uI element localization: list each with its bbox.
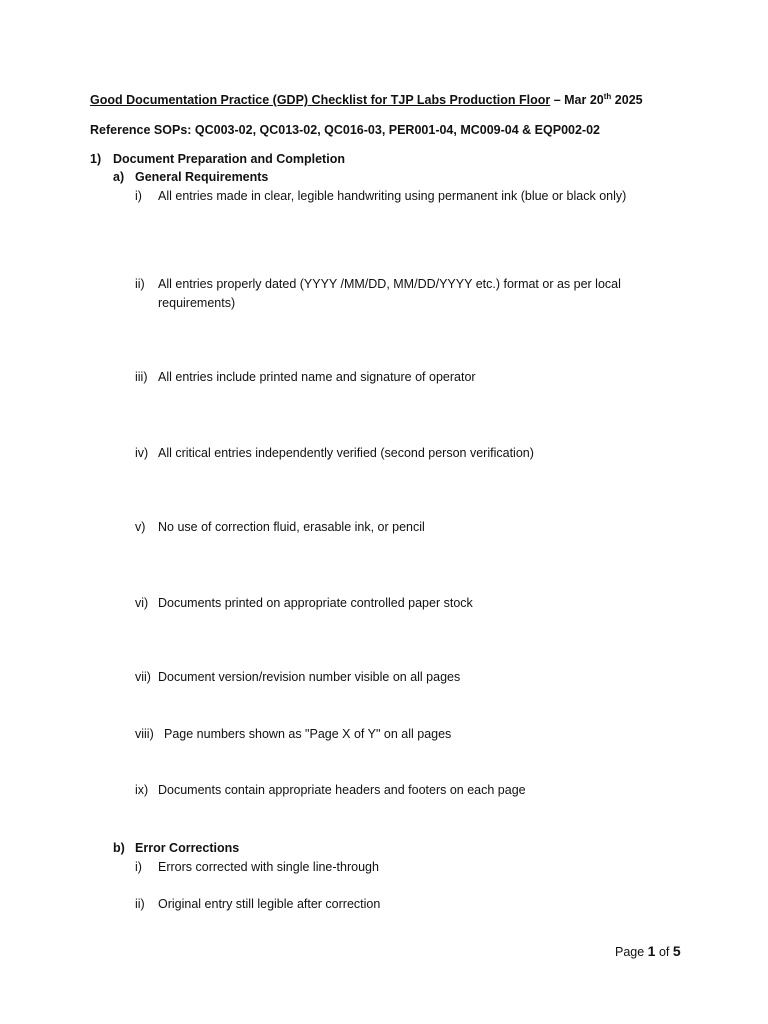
item-text: All entries properly dated (YYYY /MM/DD, MM/DD/YYYY etc.) format or as per local <box>158 277 621 291</box>
item-text: Documents contain appropriate headers and footers on each page <box>158 783 526 797</box>
item-marker: vi) <box>135 596 149 610</box>
page-current: 1 <box>647 943 656 959</box>
item-text-continued: requirements) <box>158 296 236 310</box>
page-total: 5 <box>672 943 681 959</box>
item-marker: iv) <box>135 446 149 460</box>
item-text: No use of correction fluid, erasable ink, or pencil <box>158 520 425 534</box>
item-text: All entries include printed name and signature of operator <box>158 370 476 384</box>
page-of-label: of <box>655 945 673 959</box>
title-date-suffix: th <box>603 91 612 101</box>
reference-sops: Reference SOPs: QC003-02, QC013-02, QC016-03, PER001-04, MC009-04 & EQP002-02 <box>90 123 600 137</box>
section-1-title: Document Preparation and Completion <box>113 152 345 166</box>
subsection-b-title: Error Corrections <box>135 841 240 855</box>
page-number <box>615 943 681 959</box>
item-marker: vii) <box>135 670 151 684</box>
item-marker: viii) <box>135 727 154 741</box>
item-marker: ix) <box>135 783 149 797</box>
title-underlined: Good Documentation Practice (GDP) Checklist for TJP Labs Production Floor <box>90 93 551 107</box>
subsection-a-marker: a) <box>113 170 125 184</box>
item-text: Documents printed on appropriate controlled paper stock <box>158 596 473 610</box>
item-text: Errors corrected with single line-through <box>158 860 379 874</box>
item-marker: v) <box>135 520 146 534</box>
document-title <box>90 93 643 107</box>
subsection-b-marker: b) <box>113 841 125 855</box>
item-text: Original entry still legible after correction <box>158 897 381 911</box>
item-text: All critical entries independently verified (second person verification) <box>158 446 534 460</box>
title-year: 2025 <box>611 93 643 107</box>
subsection-a-title: General Requirements <box>135 170 269 184</box>
item-marker: i) <box>135 189 142 203</box>
item-marker: ii) <box>135 897 145 911</box>
title-date: – Mar 20 <box>550 93 604 107</box>
section-1-number: 1) <box>90 152 102 166</box>
item-text: Document version/revision number visible on all pages <box>158 670 461 684</box>
item-text: Page numbers shown as "Page X of Y" on all pages <box>164 727 452 741</box>
item-marker: iii) <box>135 370 148 384</box>
page-label: Page <box>615 945 648 959</box>
item-marker: ii) <box>135 277 145 291</box>
item-marker: i) <box>135 860 142 874</box>
item-text: All entries made in clear, legible handwriting using permanent ink (blue or black only) <box>158 189 627 203</box>
